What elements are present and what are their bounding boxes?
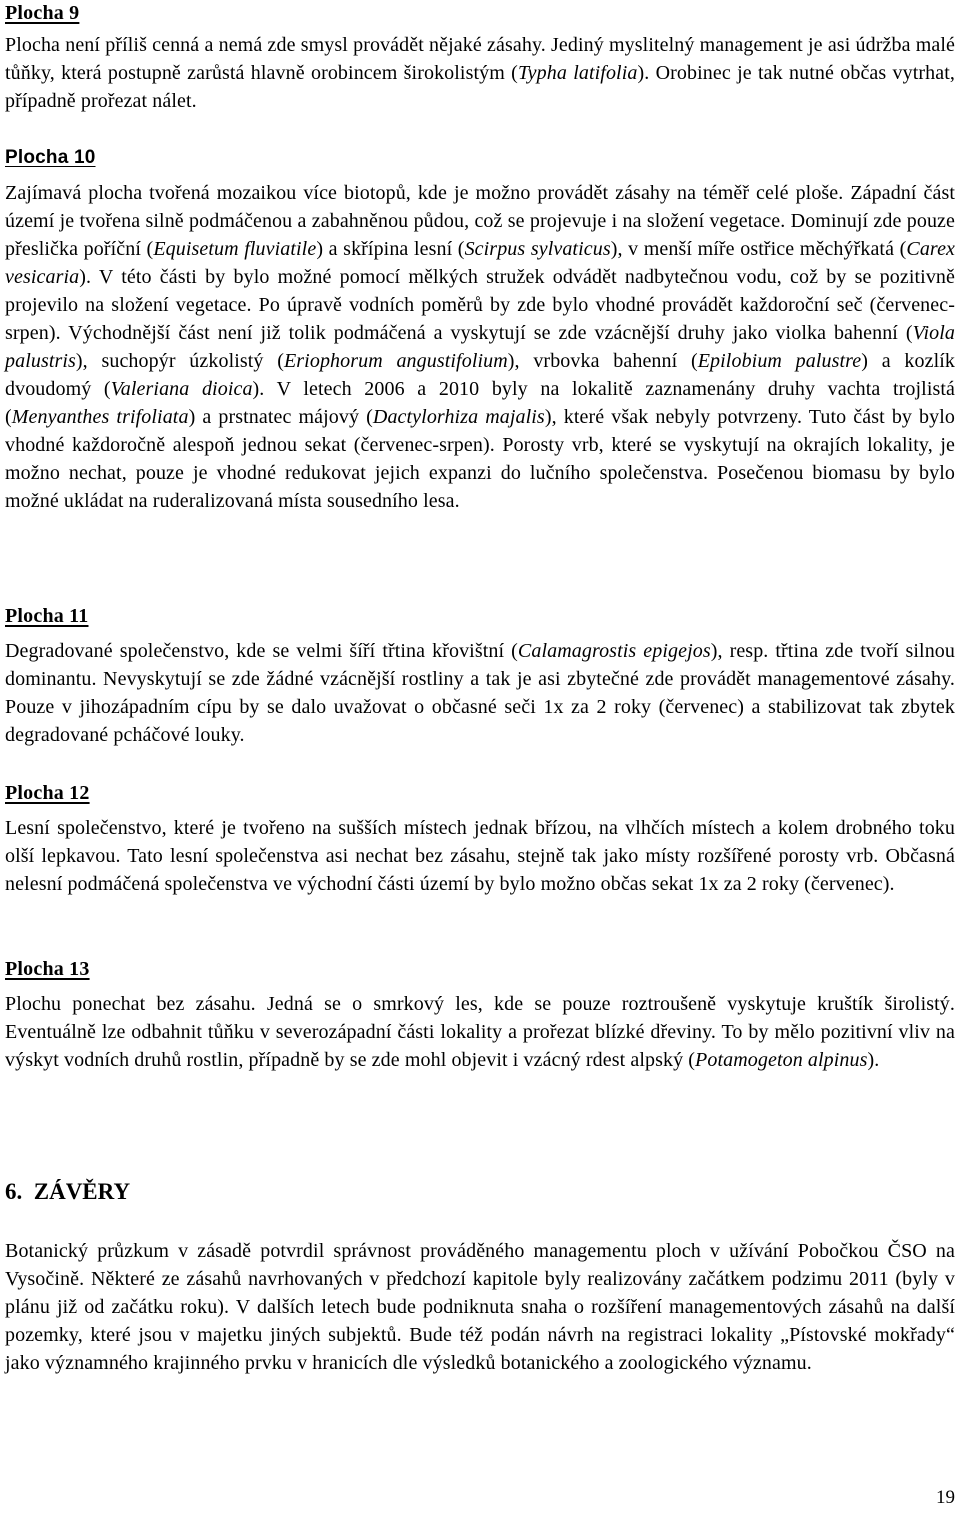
species-name: Eriophorum angustifolium (283, 350, 508, 372)
species-name: Epilobium palustre (697, 350, 862, 372)
section-heading-plocha-13: Plocha 13 (5, 958, 90, 980)
species-name: Equisetum fluviatile (153, 238, 317, 260)
section-paragraph-plocha-13: Plochu ponechat bez zásahu. Jedná se o smrkový les, kde se pouze roztroušeně vyskytuje kruštík širolistý. Eventuálně lze odbahnit tůňku v severozápadní části lokality a prořezat blízké dřeviny. To by mělo pozitivní vliv na výskyt vodních druhů rostlin, případně by se zde mohl objevit i vzácný rdest alpský (Potamogeton alpinus). (5, 993, 955, 1071)
chapter-paragraph-zavery: Botanický průzkum v zásadě potvrdil správnost prováděného managementu ploch v užívání Pobočkou ČSO na Vysočině. Některé ze zásahů navrhovaných v předchozí kapitole byly realizovány začátkem podzimu 2011 (byly v plánu již od začátku roku). V dalších letech bude podniknuta snaha o rozšíření managementových zásahů na další pozemky, které jsou v majetku jiných subjektů. Bude též podán návrh na registraci lokality „Pístovské mokřady“ jako významného krajinného prvku v hranicích dle výsledků botanického a zoologického významu. (5, 1240, 955, 1374)
species-name: Dactylorhiza majalis (372, 406, 545, 428)
section-paragraph-plocha-11: Degradované společenstvo, kde se velmi šíří třtina křovištní (Calamagrostis epigejos), resp. třtina zde tvoří silnou dominantu. Nevyskytují se zde žádné vzácnější rostliny a tak je asi zbytečné zde provádět managementové zásahy. Pouze v jihozápadním cípu by se dalo uvažovat o občasné seči 1x za 2 roky (červenec) a stabilizovat tak zbytek degradované pcháčové louky. (5, 640, 955, 746)
section-paragraph-plocha-12: Lesní společenstvo, které je tvořeno na sušších místech jednak břízou, na vlhčích místech a kolem drobného toku olší lepkavou. Tato lesní společenstva asi nechat bez zásahu, stejně tak jako místy rozšířené porosty vrb. Občasná nelesní podmáčená společenstva ve východní části území by bylo možno občas sekat 1x za 2 roky (červenec). (5, 817, 955, 895)
species-name: Carex vesicaria (5, 238, 956, 288)
section-heading-plocha-12: Plocha 12 (5, 782, 90, 804)
page-number: 19 (936, 1487, 955, 1508)
chapter-title-zavery: 6. ZÁVĚRY (5, 1179, 131, 1204)
species-name: Scirpus sylvaticus (464, 238, 611, 260)
species-name: Valeriana dioica (110, 378, 253, 400)
species-name: Viola palustris (5, 322, 955, 372)
section-heading-plocha-9: Plocha 9 (5, 2, 80, 24)
species-name: Potamogeton alpinus (695, 1049, 868, 1071)
section-heading-plocha-11: Plocha 11 (5, 605, 89, 627)
section-heading-plocha-10: Plocha 10 (5, 147, 96, 168)
species-name: Menyanthes trifoliata (11, 406, 189, 428)
species-name: Calamagrostis epigejos (517, 640, 711, 662)
species-name: Typha latifolia (517, 62, 638, 84)
section-paragraph-plocha-9: Plocha není příliš cenná a nemá zde smysl provádět nějaké zásahy. Jediný myslitelný management je asi údržba malé tůňky, která postupně zarůstá hlavně orobincem širokolistým (Typha latifolia). Orobinec je tak nutné občas vytrhat, případně prořezat nálet. (5, 34, 956, 112)
section-paragraph-plocha-10: Zajímavá plocha tvořená mozaikou více biotopů, kde je možno provádět zásahy na téměř celé ploše. Západní část území je tvořena silně podmáčenou a zabahněnou půdou, což se projevuje i na složení vegetace. Dominují zde pouze přeslička poříční (Equisetum fluviatile) a skřípina lesní (Scirpus sylvaticus), v menší míře ostřice měchýřkatá (Carex vesicaria). V této části by bylo možné pomocí mělkých stružek odvádět nadbytečnou vodu, což by se pozitivně projevilo na složení vegetace. Po úpravě vodních poměrů by zde bylo vhodné provádět každoroční seč (červenec-srpen). Východnější část není již tolik podmáčená a vyskytují se zde vzácnější druhy jako violka bahenní (Viola palustris), suchopýr úzkolistý (Eriophorum angustifolium), vrbovka bahenní (Epilobium palustre) a kozlík dvoudomý (Valeriana dioica). V letech 2006 a 2010 byly na lokalitě zaznamenány druhy vachta trojlistá (Menyanthes trifoliata) a prstnatec májový (Dactylorhiza majalis), které však nebyly potvrzeny. Tuto část by bylo vhodné každoročně alespoň jednou sekat (červenec-srpen). Porosty vrb, které se vyskytují na okrajích lokality, je možno nechat, pouze je vhodné redukovat jejich expanzi do lučního společenstva. Posečenou biomasu by bylo možné ukládat na ruderalizovaná místa sousedního lesa. (5, 182, 956, 512)
